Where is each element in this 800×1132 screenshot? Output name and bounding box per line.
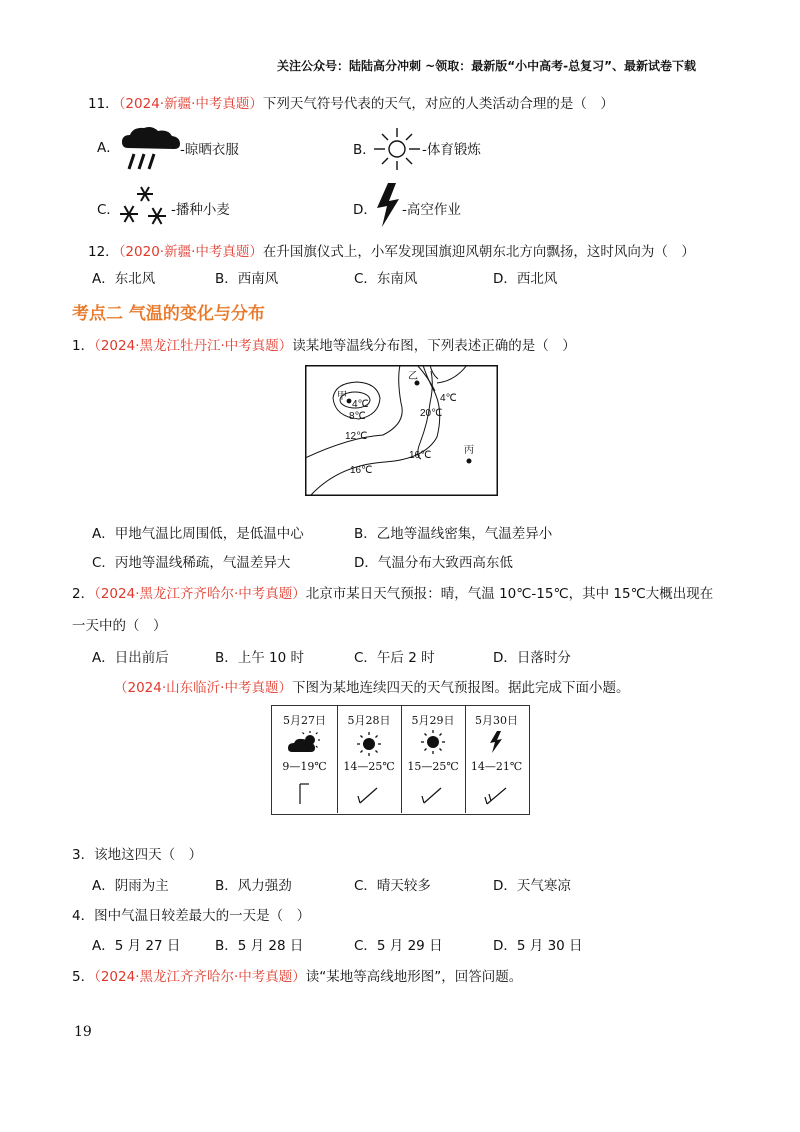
lightning-icon bbox=[374, 182, 402, 228]
forecast-day-2 bbox=[337, 706, 402, 813]
section-title: 考点二 气温的变化与分布 bbox=[72, 304, 265, 324]
option-c-text: -播种小麦 bbox=[171, 202, 230, 218]
option-d-text: -高空作业 bbox=[402, 202, 461, 218]
rain-cloud-icon bbox=[120, 124, 182, 172]
question-source: （2024·新疆·中考真题） bbox=[118, 96, 263, 112]
option-a-text: -晾晒衣服 bbox=[180, 142, 239, 158]
option-c: C．午后 2 时 bbox=[354, 650, 435, 666]
forecast-day-1 bbox=[272, 706, 338, 813]
question-stem: 该地这四天（ ） bbox=[94, 847, 203, 863]
question-11 bbox=[88, 94, 614, 114]
option-c: C．丙地等温线稀疏，气温差异大 bbox=[92, 555, 291, 571]
question-number: 5． bbox=[72, 969, 95, 985]
wind-symbol-icon bbox=[296, 782, 316, 806]
group-intro bbox=[114, 678, 629, 698]
map-label-jia: 甲 bbox=[337, 391, 347, 402]
question-5 bbox=[72, 967, 522, 987]
question-number: 3． bbox=[72, 847, 95, 863]
forecast-table bbox=[271, 705, 530, 815]
option-a: A． bbox=[97, 140, 120, 156]
page-number: 19 bbox=[74, 1024, 92, 1040]
question-source: （2020·新疆·中考真题） bbox=[118, 244, 263, 260]
map-label-8c: 8℃ bbox=[349, 411, 366, 422]
forecast-day-3 bbox=[401, 706, 466, 813]
snowflake-icon bbox=[115, 184, 171, 228]
forecast-temp: 9—19℃ bbox=[282, 760, 327, 773]
forecast-day-4 bbox=[465, 706, 528, 813]
wind-symbol-icon bbox=[421, 784, 445, 806]
question-12 bbox=[88, 242, 695, 262]
sun-icon bbox=[420, 729, 446, 755]
option-b: B．5 月 28 日 bbox=[215, 938, 304, 954]
question-3 bbox=[72, 845, 202, 865]
forecast-temp: 15—25℃ bbox=[407, 760, 459, 773]
option-c: C． bbox=[97, 202, 120, 218]
question-stem: 北京市某日天气预报：晴，气温 10℃-15℃，其中 15℃大概出现在 bbox=[305, 586, 714, 602]
option-d: D．5 月 30 日 bbox=[493, 938, 583, 954]
option-a: A．东北风 bbox=[92, 271, 156, 287]
question-source: （2024·黑龙江齐齐哈尔·中考真题） bbox=[94, 586, 306, 602]
wind-symbol-icon bbox=[484, 784, 510, 808]
question-stem: 在升国旗仪式上，小军发现国旗迎风朝东北方向飘扬，这时风向为（ ） bbox=[262, 244, 695, 260]
partly-cloudy-icon bbox=[288, 730, 322, 754]
question-stem: 读“某地等高线地形图”，回答问题。 bbox=[305, 969, 523, 985]
group-source: （2024·山东临沂·中考真题） bbox=[114, 680, 292, 696]
question-stem: 图中气温日较差最大的一天是（ ） bbox=[94, 908, 311, 924]
question-source: （2024·黑龙江齐齐哈尔·中考真题） bbox=[94, 969, 306, 985]
isotherm-map bbox=[305, 365, 498, 496]
option-d: D．天气寒凉 bbox=[493, 878, 571, 894]
map-label-yi: 乙 bbox=[408, 371, 418, 382]
page-header: 关注公众号：陆陆高分冲刺 ~领取：最新版“小中高考-总复习”、最新试卷下载 bbox=[277, 59, 696, 73]
forecast-temp: 14—21℃ bbox=[470, 760, 523, 773]
map-label-16c: 16℃ bbox=[350, 465, 373, 476]
question-number: 2． bbox=[72, 586, 95, 602]
option-d: D． bbox=[353, 202, 377, 218]
map-label-4c-east: 4℃ bbox=[440, 393, 457, 404]
sun-icon bbox=[372, 126, 422, 172]
forecast-temp: 14—25℃ bbox=[343, 760, 395, 773]
option-b: B．乙地等温线密集，气温差异小 bbox=[354, 526, 553, 542]
option-d: D．西北风 bbox=[493, 271, 558, 287]
option-b: B．上午 10 时 bbox=[215, 650, 305, 666]
question-number: 4． bbox=[72, 908, 95, 924]
option-b: B．西南风 bbox=[215, 271, 279, 287]
map-label-20c: 20℃ bbox=[420, 408, 443, 419]
option-a: A．5 月 27 日 bbox=[92, 938, 181, 954]
question-stem: 读某地等温线分布图，下列表述正确的是（ ） bbox=[292, 338, 576, 354]
group-intro-text: 下图为某地连续四天的天气预报图。据此完成下面小题。 bbox=[291, 680, 630, 696]
sun-icon bbox=[356, 731, 382, 757]
question-stem: 下列天气符号代表的天气，对应的人类活动合理的是（ ） bbox=[262, 96, 614, 112]
question-number: 12． bbox=[88, 244, 119, 260]
question-2-continued: 一天中的（ ） bbox=[72, 618, 167, 634]
option-b: B．风力强劲 bbox=[215, 878, 292, 894]
option-a: A．阴雨为主 bbox=[92, 878, 169, 894]
option-d: D．气温分布大致西高东低 bbox=[354, 555, 513, 571]
map-label-12c: 12℃ bbox=[345, 431, 368, 442]
map-label-16c-east: 16℃ bbox=[409, 450, 432, 461]
forecast-date: 5月29日 bbox=[411, 714, 455, 727]
option-c: C．晴天较多 bbox=[354, 878, 431, 894]
question-1 bbox=[72, 336, 576, 356]
option-b-text: -体育锻炼 bbox=[422, 142, 481, 158]
forecast-date: 5月27日 bbox=[283, 714, 326, 727]
map-label-4c: 4℃ bbox=[352, 399, 369, 410]
map-label-bing: 丙 bbox=[464, 445, 474, 456]
question-number: 11． bbox=[88, 96, 119, 112]
option-b: B． bbox=[353, 142, 376, 158]
wind-symbol-icon bbox=[357, 784, 381, 806]
question-4 bbox=[72, 906, 310, 926]
option-c: C．5 月 29 日 bbox=[354, 938, 443, 954]
question-number: 1． bbox=[72, 338, 95, 354]
forecast-date: 5月28日 bbox=[347, 714, 391, 727]
forecast-date: 5月30日 bbox=[475, 714, 518, 727]
question-source: （2024·黑龙江牡丹江·中考真题） bbox=[94, 338, 293, 354]
option-d: D．日落时分 bbox=[493, 650, 571, 666]
option-a: A．日出前后 bbox=[92, 650, 169, 666]
option-a: A．甲地气温比周围低，是低温中心 bbox=[92, 526, 304, 542]
option-c: C．东南风 bbox=[354, 271, 418, 287]
question-2 bbox=[72, 584, 713, 604]
lightning-icon bbox=[488, 730, 504, 754]
